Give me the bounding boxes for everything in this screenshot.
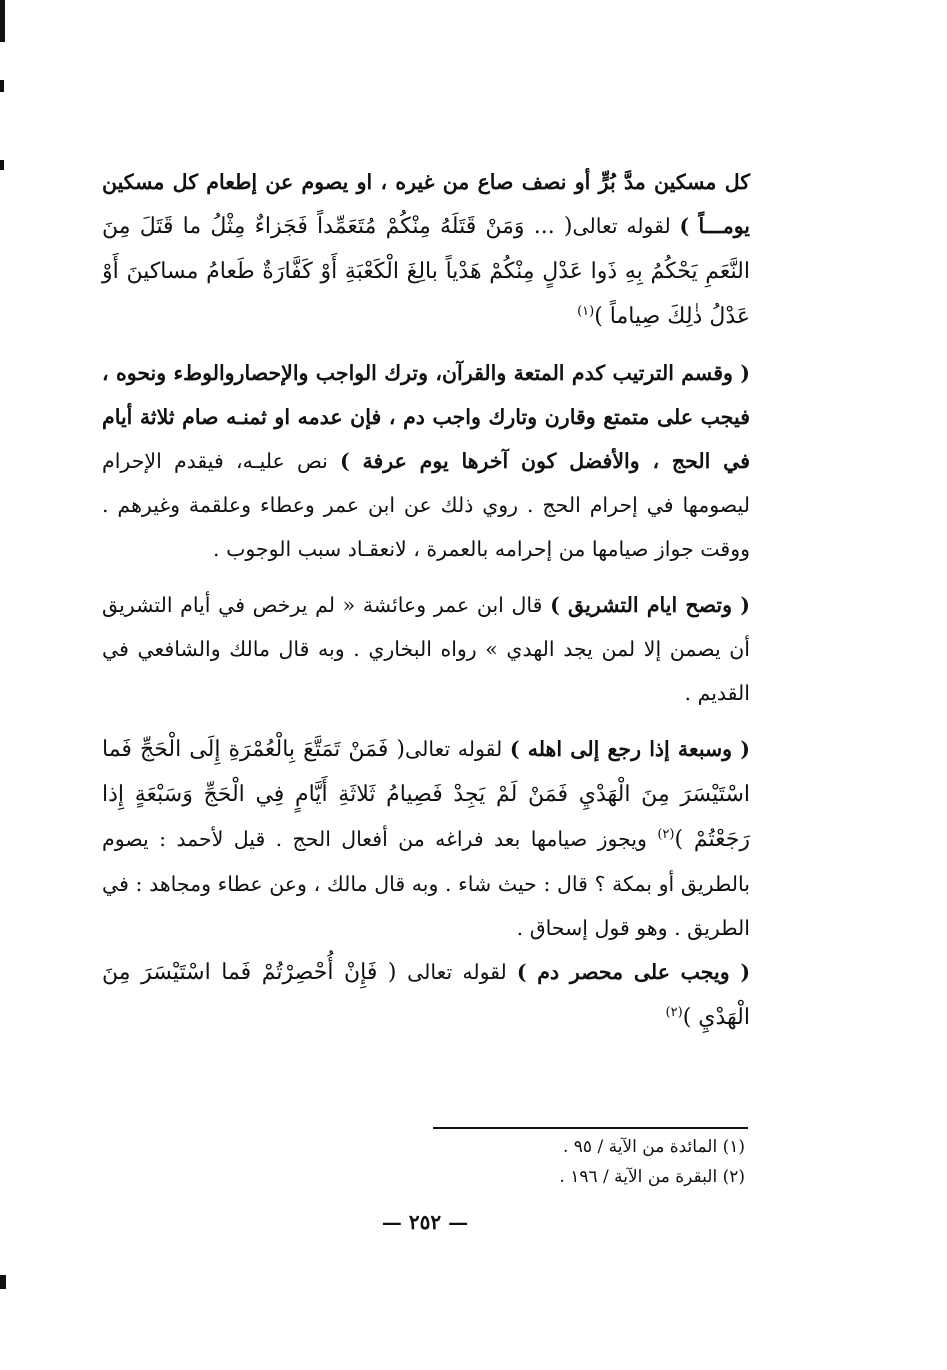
footnote: (٢) البقرة من الآية / ١٩٦ . bbox=[559, 1167, 745, 1187]
bold-text-segment: ( وتصح ايام التشريق ) bbox=[550, 593, 750, 617]
quran-verse: ( فَمَنْ تَمَتَّعَ بِالْعُمْرَةِ إِلَى الْحَجِّ فَما اسْتَيْسَرَ مِنَ الْهَدْيِ فَمَنْ لَمْ يَجِدْ فَصِيامُ ثَلاثَةِ أَيَّامٍ فِي الْحَجِّ وَسَبْعَةٍ إِذا رَجَعْتُمْ ) bbox=[102, 737, 750, 852]
bold-text-segment: ( وسبعة إذا رجع إلى اهله ) bbox=[509, 737, 750, 761]
paragraph bbox=[102, 351, 750, 571]
footnote-reference: (٢) bbox=[665, 1005, 683, 1021]
footnote-separator bbox=[433, 1127, 748, 1129]
text-segment: لقوله تعالى bbox=[572, 214, 680, 238]
paragraph bbox=[102, 727, 750, 950]
footnote-reference: (١) bbox=[577, 304, 595, 320]
scan-edge-mark-bottom bbox=[0, 1275, 6, 1289]
quran-verse: ( فَإِنْ أُحْصِرْتُمْ فَما اسْتَيْسَرَ مِنَ الْهَدْيِ ) bbox=[102, 960, 750, 1030]
bold-text-segment: كل مسكين مدَّ بُرٍّ أو نصف صاع من غيره ، او يصوم عن إطعام كل مسكين يومـــاً ) bbox=[102, 170, 750, 238]
footnotes bbox=[433, 1132, 745, 1192]
text-segment: نص عليـه، فيقدم الإحرام ليصومها في إحرام الحج . روي ذلك عن ابن عمر وعطاء وعلقمة وغيرهم . ووقت جواز صيامها من إحرامه بالعمرة ، لانعقـاد سبب الوجوب . bbox=[102, 449, 750, 561]
page-number: — ٢٥٢ — bbox=[381, 1210, 469, 1234]
scan-edge-mark-top bbox=[0, 0, 5, 42]
text-segment: ويجوز صيامها بعد فراغه من أفعال الحج . قيل لأحمد : يصوم بالطريق أو بمكة ؟ قال : حيث شاء . وبه قال مالك ، وعن عطاء ومجاهد : في الطريق . وهو قول إسحاق . bbox=[102, 827, 750, 940]
quran-verse: ( ... وَمَنْ قَتَلَهُ مِنْكُمْ مُتَعَمِّداً فَجَزاءٌ مِثْلُ ما قَتَلَ مِنَ النَّعَمِ يَحْكُمُ بِهِ ذَوا عَدْلٍ مِنْكُمْ هَدْياً بالِغَ الْكَعْبَةِ أَوْ كَفَّارَةٌ طَعامُ مساكينَ أَوْ عَدْلُ ذٰلِكَ صِياماً ) bbox=[102, 214, 750, 329]
text-segment: قال ابن عمر وعائشة « لم يرخص في أيام التشريق أن يصمن إلا لمن يجد الهدي » رواه البخاري . وبه قال مالك والشافعي في القديم . bbox=[102, 593, 750, 705]
paragraph bbox=[102, 160, 750, 339]
scan-edge-mark-upper bbox=[0, 80, 4, 92]
text-segment: لقوله تعالى bbox=[405, 737, 510, 761]
paragraph bbox=[102, 583, 750, 715]
footnote: (١) المائدة من الآية / ٩٥ . bbox=[562, 1137, 745, 1157]
paragraph bbox=[102, 950, 750, 1040]
bold-text-segment: ( وقسم الترتيب كدم المتعة والقرآن، وترك الواجب والإحصاروالوطء ونحوه ، فيجب على متمتع وقارن وتارك واجب دم ، فإن عدمه او ثمنـه صام ثلاثة أيام في الحج ، والأفضل كون آخرها يوم عرفة ) bbox=[102, 361, 750, 473]
body-text bbox=[102, 160, 750, 1040]
scan-edge-mark-middle bbox=[0, 160, 4, 170]
text-segment: لقوله تعالى bbox=[407, 960, 517, 984]
footnote-reference: (٢) bbox=[657, 827, 675, 843]
bold-text-segment: ( ويجب على محصر دم ) bbox=[516, 960, 751, 984]
